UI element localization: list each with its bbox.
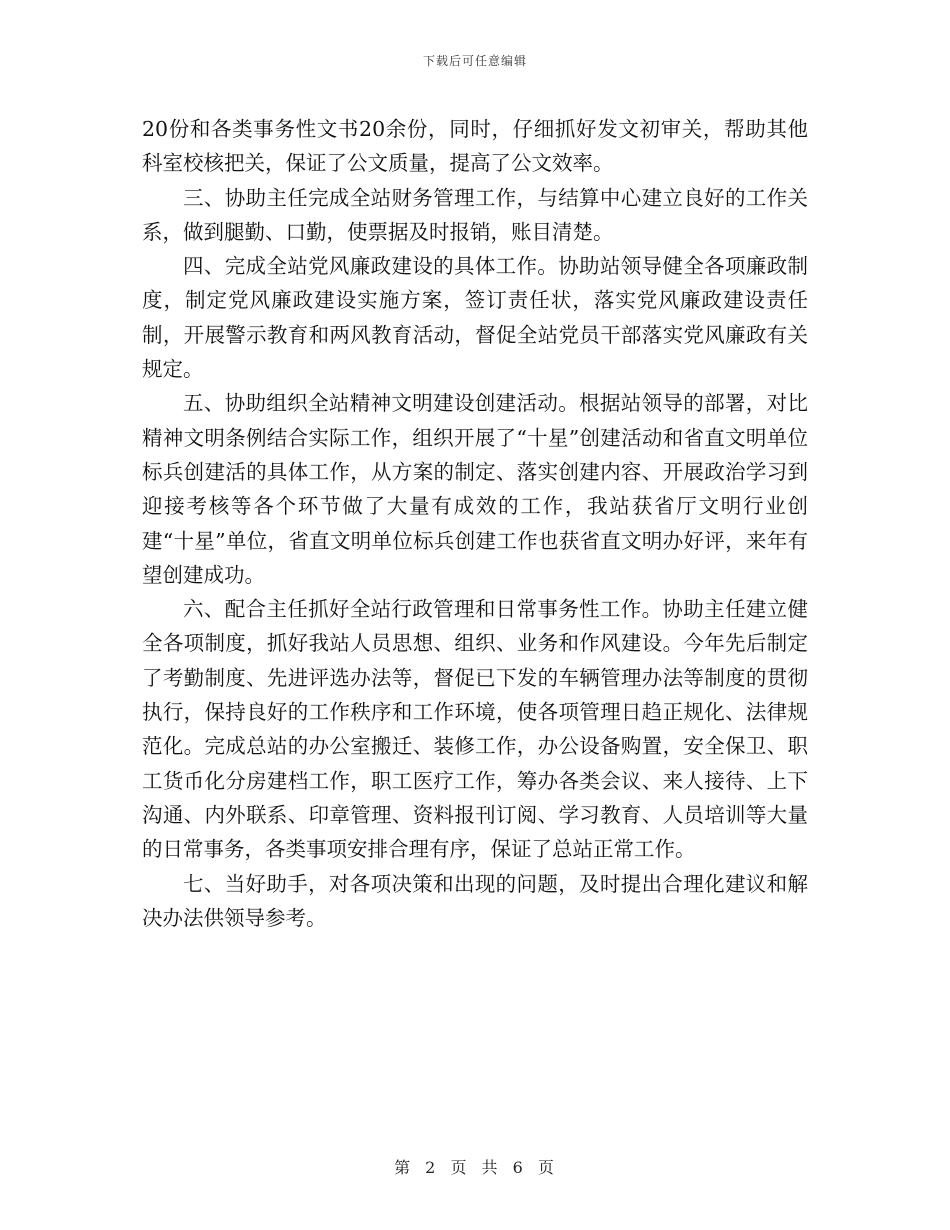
paragraph-item-5: 五、协助组织全站精神文明建设创建活动。根据站领导的部署，对比精神文明条例结合实际工作，组织开展了“十星”创建活动和省直文明单位标兵创建活的具体工作，从方案的制定、落实创建内容、开展政治学习到迎接考核等各个环节做了大量有成效的工作，我站获省厅文明行业创建“十星”单位，省直文明单位标兵创建工作也获省直文明办好评，来年有望创建成功。 — [142, 391, 808, 587]
paragraph-item-3: 三、协助主任完成全站财务管理工作，与结算中心建立良好的工作关系，做到腿勤、口勤，使票据及时报销，账目清楚。 — [142, 185, 808, 244]
paragraph-continuation: 20份和各类事务性文书20余份，同时，仔细抓好发文初审关，帮助其他科室校核把关，保证了公文质量，提高了公文效率。 — [142, 117, 808, 176]
document-body — [142, 112, 808, 935]
page-header: 下载后可任意编辑 — [422, 54, 527, 68]
paragraph-item-7: 七、当好助手，对各项决策和出现的问题，及时提出合理化建议和解决办法供领导参考。 — [142, 871, 808, 930]
page-number-footer: 第 2 页 共 6 页 — [394, 1158, 556, 1177]
paragraph-item-6: 六、配合主任抓好全站行政管理和日常事务性工作。协助主任建立健全各项制度，抓好我站人员思想、组织、业务和作风建设。今年先后制定了考勤制度、先进评选办法等，督促已下发的车辆管理办法等制度的贯彻执行，保持良好的工作秩序和工作环境，使各项管理日趋正规化、法律规范化。完成总站的办公室搬迁、装修工作，办公设备购置，安全保卫、职工货币化分房建档工作，职工医疗工作，筹办各类会议、来人接待、上下沟通、内外联系、印章管理、资料报刊订阅、学习教育、人员培训等大量的日常事务，各类事项安排合理有序，保证了总站正常工作。 — [142, 597, 808, 862]
paragraph-item-4: 四、完成全站党风廉政建设的具体工作。协助站领导健全各项廉政制度，制定党风廉政建设实施方案，签订责任状，落实党风廉政建设责任制，开展警示教育和两风教育活动，督促全站党员干部落实党风廉政有关规定。 — [142, 254, 808, 382]
